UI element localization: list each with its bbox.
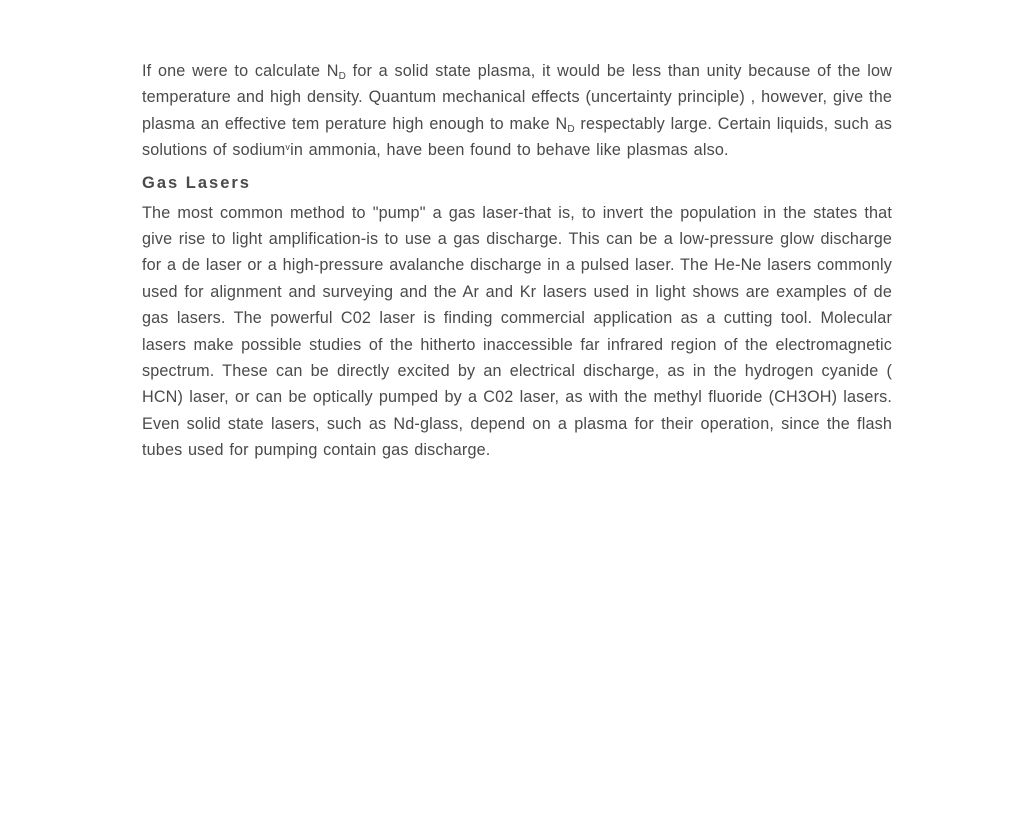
superscript-mark: v: [285, 142, 291, 153]
intro-text-4: in ammonia, have been found to behave like plasmas also.: [290, 141, 729, 160]
document-page: [142, 58, 892, 464]
intro-paragraph: [142, 58, 892, 164]
section-heading: Gas Lasers: [142, 173, 251, 192]
intro-text-1: If one were to calculate N: [142, 62, 339, 80]
subscript-d-2: D: [567, 123, 575, 135]
intro-text-3: respectably large. Certain liquids, such as solutions of sodium: [142, 114, 892, 160]
gas-lasers-paragraph: The most common method to "pump" a gas laser-that is, to invert the population in the states that give rise to light amplification-is to use a gas discharge. This can be a low-pressure glow discharge for a de laser or a high-pressure avalanche discharge in a pulsed laser. The He-Ne lasers commonly used for alignment and surveying and the Ar and Kr lasers used in light shows are examples of de gas lasers. The powerful C02 laser is finding commercial application as a cutting tool. Molecular lasers make possible studies of the hitherto inaccessible far infrared region of the electromagnetic spectrum. These can be directly excited by an electrical discharge, as in the hydrogen cyanide ( HCN) laser, or can be optically pumped by a C02 laser, as with the methyl fluoride (CH3OH) lasers. Even solid state lasers, such as Nd-glass, depend on a plasma for their operation, since the flash tubes used for pumping contain gas discharge.: [142, 203, 892, 460]
subscript-d-1: D: [338, 71, 347, 82]
intro-text-2: for a solid state plasma, it would be less than unity because of the low temperature and high density. Quantum mechanical effects (uncertainty principle) , however, give the plasma an effective tem perature high enough to make N: [142, 62, 892, 133]
